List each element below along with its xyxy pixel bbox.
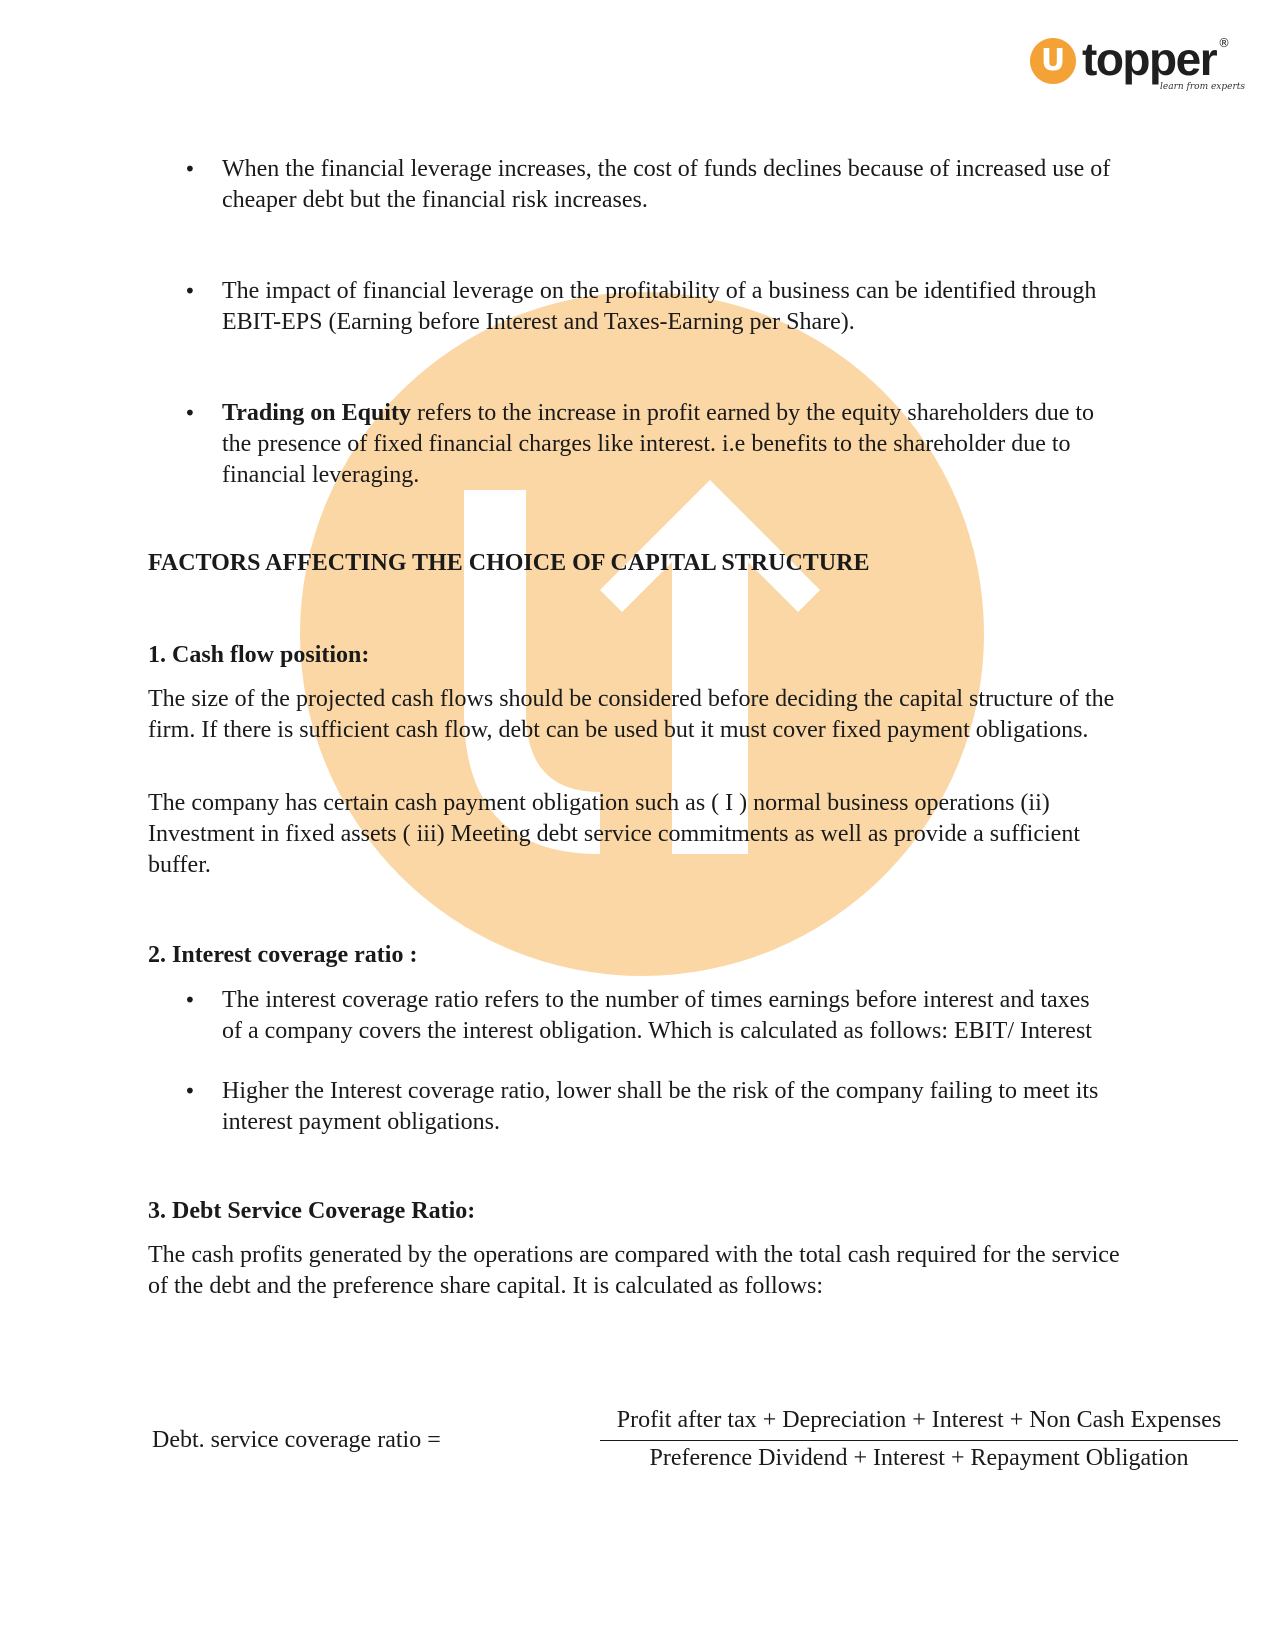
registered-mark: ®: [1218, 36, 1230, 50]
bullet-ebit-eps: • The impact of financial leverage on the profitability of a business can be identified through EBIT-EPS (Earning before Interest and Taxes-Earning per Share).: [222, 276, 1112, 338]
bullet-icr-risk: • Higher the Interest coverage ratio, lower shall be the risk of the company failing to meet its interest payment obligations.: [222, 1076, 1112, 1138]
logo-tagline: learn from experts: [1160, 82, 1246, 92]
formula-denominator: Preference Dividend + Interest + Repayment Obligation: [649, 1445, 1189, 1471]
dscr-formula: [148, 1405, 1222, 1485]
formula-label: Debt. service coverage ratio =: [152, 1427, 441, 1453]
logo-name: topper: [1082, 33, 1217, 85]
cash-flow-paragraph-1: The size of the projected cash flows should be considered before deciding the capital structure of the firm. If there is sufficient cash flow, debt can be used but it must cover fixed payment obligations.: [148, 686, 1115, 743]
formula-fraction: [600, 1405, 1238, 1474]
trading-term: Trading on Equity: [222, 400, 411, 426]
topper-logo: [1030, 33, 1246, 94]
bullet-financial-leverage: • When the financial leverage increases, the cost of funds declines because of increased use of cheaper debt but the financial risk increases.: [222, 154, 1112, 216]
cash-flow-paragraph-2: The company has certain cash payment obligation such as ( I ) normal business operations (ii) Investment in fixed assets ( iii) Meeting debt service commitments as well as provide a sufficient buffer.: [148, 790, 1080, 878]
formula-numerator: Profit after tax + Depreciation + Interest + Non Cash Expenses: [600, 1405, 1238, 1441]
heading-debt-service: 3. Debt Service Coverage Ratio:: [148, 1198, 476, 1224]
bullet-trading-on-equity: [222, 398, 1112, 491]
debt-service-paragraph: The cash profits generated by the operations are compared with the total cash required for the service of the debt and the preference share capital. It is calculated as follows:: [148, 1242, 1120, 1299]
bullet-icr-definition: • The interest coverage ratio refers to the number of times earnings before interest and taxes of a company covers the interest obligation. Which is calculated as follows: EBIT/ Interest: [222, 985, 1112, 1047]
heading-interest-coverage: 2. Interest coverage ratio :: [148, 942, 418, 968]
heading-cash-flow: 1. Cash flow position:: [148, 642, 370, 668]
logo-badge-icon: U: [1030, 38, 1076, 84]
trading-definition: refers to the increase in profit earned by the equity shareholders due to the presence of fixed financial charges like interest. i.e benefits to the shareholder due to financial leveraging.: [222, 400, 1095, 488]
section-title: FACTORS AFFECTING THE CHOICE OF CAPITAL STRUCTURE: [148, 550, 870, 576]
